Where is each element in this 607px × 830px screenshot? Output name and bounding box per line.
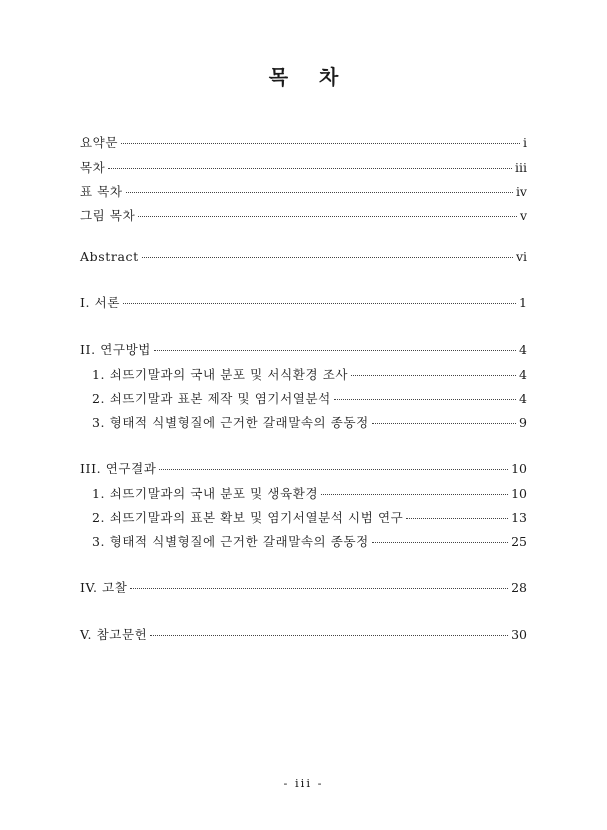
toc-entry-list-of-tables[interactable]: [80, 184, 527, 200]
toc-entry-list-of-figures[interactable]: [80, 208, 527, 224]
toc-entry-page: v: [519, 208, 527, 223]
dot-leader: [406, 518, 508, 519]
dot-leader: [121, 143, 520, 144]
toc-entry-page: 13: [511, 510, 527, 525]
toc-entry-references[interactable]: [80, 627, 527, 643]
dot-leader: [130, 588, 508, 589]
dot-leader: [159, 469, 508, 470]
toc-entry-label: 요약문: [80, 135, 119, 150]
toc-entry-methods[interactable]: [80, 342, 527, 358]
toc-entry-label: 2. 쇠뜨기말과 표본 제작 및 염기서열분석: [92, 391, 331, 406]
dot-leader: [154, 350, 516, 351]
dot-leader: [123, 303, 516, 304]
dot-leader: [138, 216, 517, 217]
toc-entry-methods-3[interactable]: [92, 415, 527, 431]
toc-entry-contents[interactable]: [80, 160, 527, 176]
dot-leader: [142, 257, 513, 258]
toc-entry-label: 목차: [80, 160, 106, 175]
dot-leader: [372, 542, 508, 543]
toc-entry-label: 1. 쇠뜨기말과의 국내 분포 및 서식환경 조사: [92, 367, 349, 382]
toc-entry-page: 4: [519, 342, 527, 357]
toc-entry-label: III. 연구결과: [80, 461, 157, 476]
toc-entry-label: 1. 쇠뜨기말과의 국내 분포 및 생육환경: [92, 486, 319, 501]
toc-entry-page: iii: [515, 160, 527, 175]
toc-entry-label: Abstract: [80, 249, 139, 264]
toc-entry-label: 표 목차: [80, 184, 123, 199]
toc-entry-label: IV. 고찰: [80, 580, 128, 595]
toc-entry-page: 28: [511, 580, 527, 595]
toc-entry-discussion[interactable]: [80, 580, 527, 596]
toc-entry-page: 1: [519, 295, 527, 310]
toc-entry-page: 4: [519, 391, 527, 406]
toc-entry-results-2[interactable]: [92, 510, 527, 526]
toc-entry-label: 그림 목차: [80, 208, 136, 223]
dot-leader: [351, 375, 516, 376]
toc-entry-methods-1[interactable]: [92, 367, 527, 383]
toc-entry-label: V. 참고문헌: [80, 627, 148, 642]
toc-entry-results-3[interactable]: [92, 534, 527, 550]
dot-leader: [334, 399, 516, 400]
toc-entry-label: 2. 쇠뜨기말과의 표본 확보 및 염기서열분석 시범 연구: [92, 510, 404, 525]
toc-entry-label: 3. 형태적 식별형질에 근거한 갈래말속의 종동정: [92, 415, 369, 430]
toc-entry-page: vi: [515, 249, 527, 264]
toc-entry-page: 25: [511, 534, 527, 549]
dot-leader: [126, 192, 513, 193]
toc-entry-results-1[interactable]: [92, 486, 527, 502]
toc-entry-page: iv: [515, 184, 527, 199]
toc-entry-summary[interactable]: [80, 135, 527, 151]
toc-entry-page: 10: [511, 461, 527, 476]
toc-entry-label: 3. 형태적 식별형질에 근거한 갈래말속의 종동정: [92, 534, 369, 549]
toc-entry-page: i: [523, 135, 527, 150]
toc-entry-methods-2[interactable]: [92, 391, 527, 407]
dot-leader: [150, 635, 508, 636]
toc-entry-page: 10: [511, 486, 527, 501]
page-number-footer: - iii -: [283, 776, 324, 790]
toc-entry-page: 9: [519, 415, 527, 430]
page-title: 목 차: [268, 65, 351, 89]
dot-leader: [108, 168, 512, 169]
toc-entry-results[interactable]: [80, 461, 527, 477]
toc-entry-introduction[interactable]: [80, 295, 527, 311]
toc-entry-page: 4: [519, 367, 527, 382]
dot-leader: [372, 423, 516, 424]
toc-entry-page: 30: [511, 627, 527, 642]
toc-entry-label: I. 서론: [80, 295, 121, 310]
dot-leader: [321, 494, 508, 495]
toc-entry-label: II. 연구방법: [80, 342, 151, 357]
toc-entry-abstract[interactable]: [80, 249, 527, 265]
